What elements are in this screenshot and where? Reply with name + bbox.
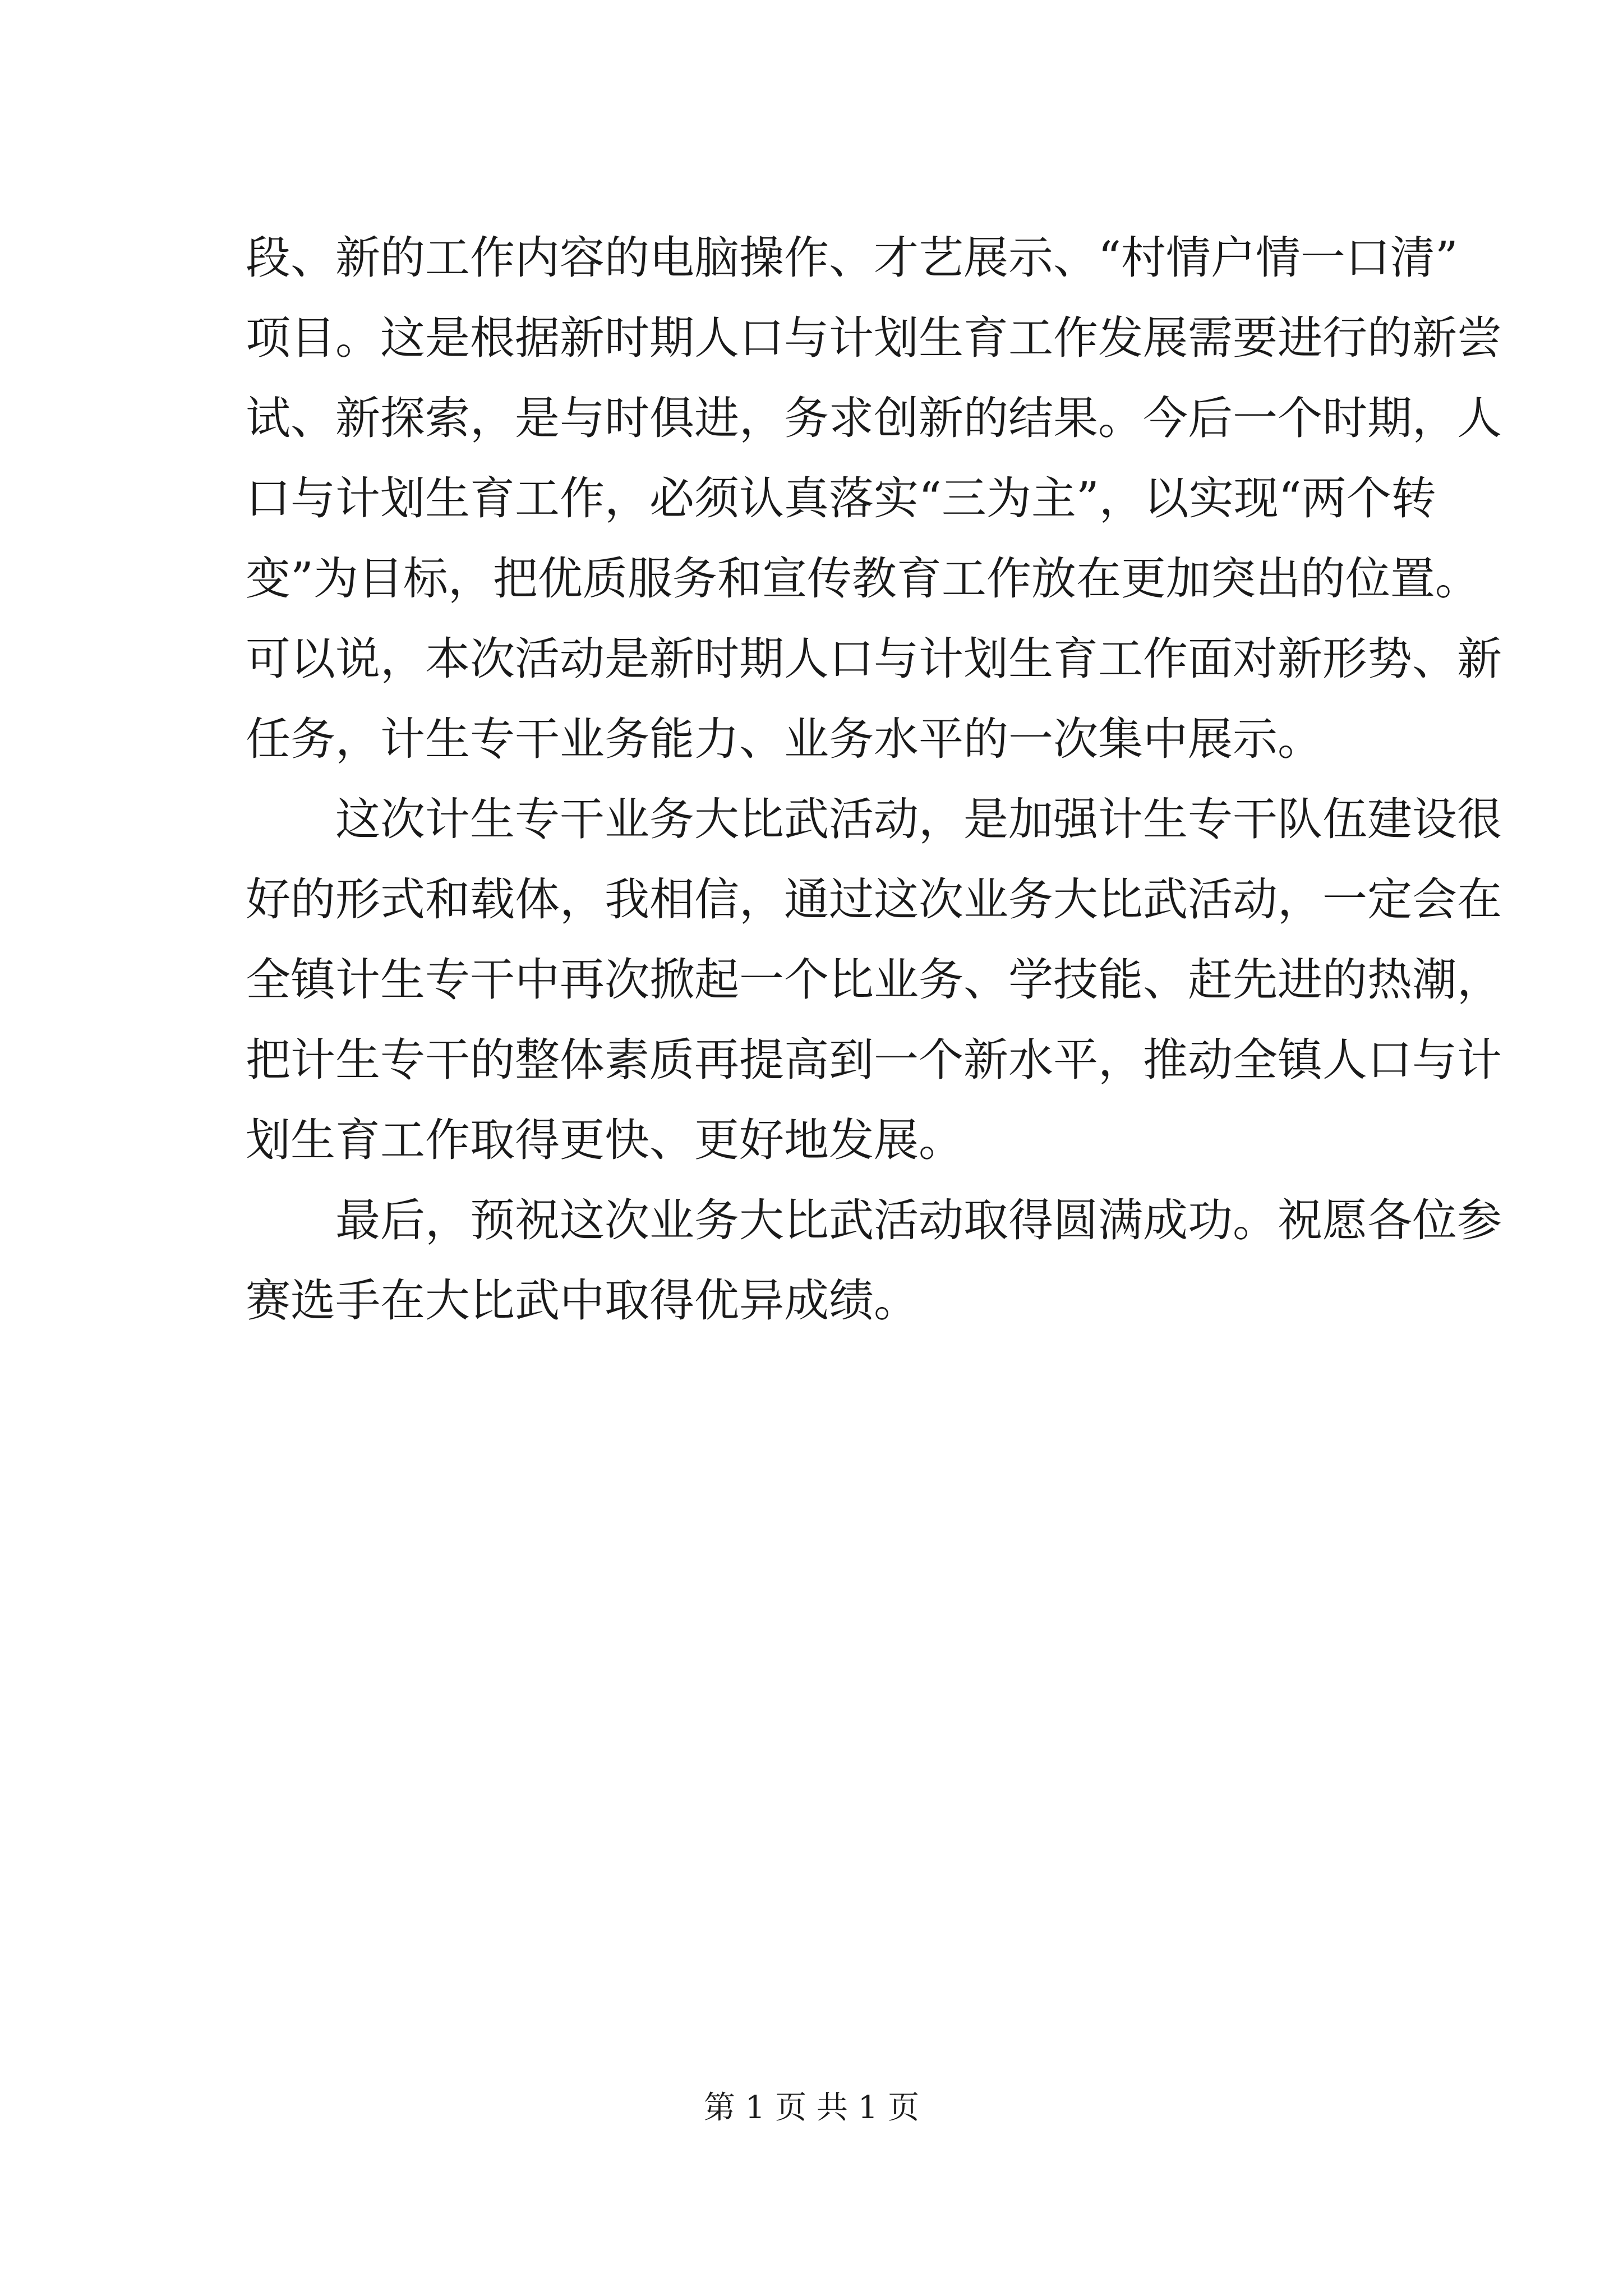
text-line: 最后，预祝这次业务大比武活动取得圆满成功。祝愿各位参	[335, 1194, 1502, 1246]
text-line: 赛选手在大比武中取得优异成绩。	[246, 1274, 919, 1327]
paragraph-competition	[246, 779, 1502, 1180]
paragraph-continuation	[246, 218, 1502, 779]
text-line: 可以说，本次活动是新时期人口与计划生育工作面对新形势、新	[246, 633, 1502, 685]
text-line: 变”为目标，把优质服务和宣传教育工作放在更加突出的位置。	[246, 553, 1480, 605]
text-line: 任务，计生专干业务能力、业务水平的一次集中展示。	[246, 713, 1322, 765]
page-number-footer: 第 1 页 共 1 页	[703, 2090, 920, 2126]
text-line: 试、新探索，是与时俱进，务求创新的结果。今后一个时期，人	[246, 392, 1502, 444]
text-line: 划生育工作取得更快、更好地发展。	[246, 1114, 963, 1166]
paragraph-closing	[246, 1180, 1502, 1341]
text-line: 全镇计生专干中再次掀起一个比业务、学技能、赶先进的热潮，	[246, 954, 1502, 1006]
text-line: 把计生专干的整体素质再提高到一个新水平，推动全镇人口与计	[246, 1034, 1502, 1086]
body-text	[246, 218, 1502, 1341]
text-line: 这次计生专干业务大比武活动，是加强计生专干队伍建设很	[335, 793, 1502, 845]
text-line: 口与计划生育工作，必须认真落实“三为主”，以实现“两个转	[246, 472, 1436, 524]
text-line: 项目。这是根据新时期人口与计划生育工作发展需要进行的新尝	[246, 312, 1502, 364]
text-line: 段、新的工作内容的电脑操作、才艺展示、“村情户情一口清”	[246, 232, 1458, 284]
text-line: 好的形式和载体，我相信，通过这次业务大比武活动，一定会在	[246, 873, 1502, 926]
